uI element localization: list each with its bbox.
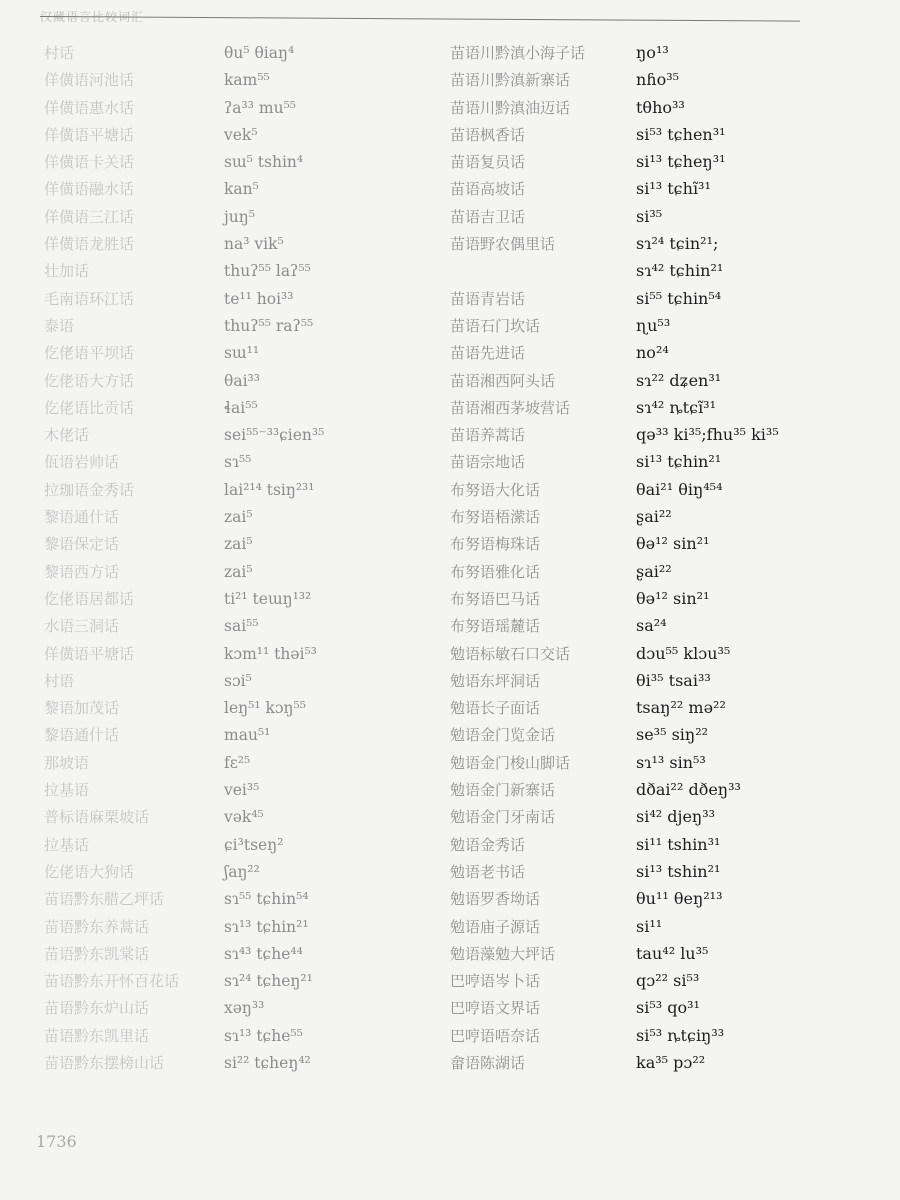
entry-row [44,942,444,969]
phonetic-form: se³⁵ siŋ²² [636,725,709,745]
entry-row [44,205,444,232]
phonetic-form: θi³⁵ tsai³³ [636,670,711,690]
phonetic-form: sai⁵⁵ [224,617,259,636]
entry-row [450,587,870,614]
left-column [44,41,444,1078]
entry-row [44,805,444,832]
language-name: 拉珈语金秀话 [44,480,135,499]
language-name: 苗语湘西阿头话 [450,371,556,390]
entry-row [44,450,444,477]
language-name: 布努语瑶麓话 [450,617,541,636]
phonetic-form: ti²¹ teɯŋ¹³² [224,589,312,608]
entry-row [450,41,870,68]
language-name: 佯僙语惠水话 [44,98,135,117]
entry-row [44,587,444,614]
entry-row [44,860,444,887]
language-name: 巴哼语唔奈话 [450,1026,541,1045]
language-name: 佯僙语河池话 [44,71,135,90]
phonetic-form: juŋ⁵ [224,207,255,226]
phonetic-form: lai²¹⁴ tsiŋ²³¹ [224,480,315,499]
phonetic-form: θu¹¹ θeŋ²¹³ [636,889,723,909]
entry-row [44,150,444,177]
phonetic-form: sɯ⁵ tshin⁴ [224,153,304,172]
entry-row [44,833,444,860]
phonetic-form: vek⁵ [224,125,258,144]
language-name: 黎语通什话 [44,726,120,745]
phonetic-form: leŋ⁵¹ kɔŋ⁵⁵ [224,699,306,718]
phonetic-form: zai⁵ [224,508,253,527]
entry-row [44,887,444,914]
entry-row [450,532,870,559]
phonetic-form: si⁵³ ȵtɕiŋ³³ [636,1025,725,1045]
header-rule [40,16,800,22]
entry-row [44,396,444,423]
language-name: 苗语黔东凯棠话 [44,944,150,963]
phonetic-form: si¹³ tɕhĩ³¹ [636,179,711,199]
entry-row [450,560,870,587]
phonetic-form: zai⁵ [224,535,253,554]
phonetic-form: si⁵⁵ tɕhin⁵⁴ [636,288,722,308]
language-name: 布努语雅化话 [450,562,541,581]
entry-row [450,396,870,423]
entry-row [450,887,870,914]
entry-row [450,778,870,805]
language-name: 黎语加茂话 [44,699,120,718]
phonetic-form: si³⁵ [636,206,663,226]
phonetic-form: si⁵³ qo³¹ [636,998,700,1018]
language-name: 黎语通什话 [44,508,120,527]
phonetic-form: ɬai⁵⁵ [224,398,258,417]
language-name: 苗语川黔滇新寨话 [450,71,571,90]
phonetic-form: fɛ²⁵ [224,753,251,772]
entry-row [450,669,870,696]
language-name: 木佬话 [44,426,90,445]
entry-row [44,478,444,505]
entry-row [450,96,870,123]
entry-row [44,177,444,204]
phonetic-form: si⁵³ tɕhen³¹ [636,124,726,144]
entry-row [450,805,870,832]
language-name: 苗语石门坎话 [450,316,541,335]
language-name: 那坡语 [44,753,90,772]
language-name: 泰语 [44,316,75,335]
phonetic-form: vei³⁵ [224,781,260,800]
phonetic-form: si¹¹ [636,916,663,936]
language-name: 佤语岩帅话 [44,453,120,472]
phonetic-form: tsaŋ²² mə²² [636,698,726,718]
language-name: 佯僙语平塘话 [44,644,135,663]
language-name: 黎语保定话 [44,535,120,554]
language-name: 勉语老书话 [450,862,526,881]
entry-row [450,505,870,532]
phonetic-form: si¹³ tshin²¹ [636,861,721,881]
phonetic-form: tθho³³ [636,97,685,117]
language-name: 布努语梧潆话 [450,508,541,527]
language-name: 佯僙语龙胜话 [44,235,135,254]
language-name: 佯僙语融水话 [44,180,135,199]
language-name: 勉语金门新寨话 [450,781,556,800]
entry-row [44,259,444,286]
language-name: 勉语长子面话 [450,699,541,718]
entry-row [450,833,870,860]
entry-row [450,996,870,1023]
entry-row [44,642,444,669]
entry-row [44,41,444,68]
entry-row [450,1024,870,1051]
phonetic-form: vək⁴⁵ [224,808,264,827]
language-name: 仡佬语大狗话 [44,862,135,881]
phonetic-form: sɔi⁵ [224,671,252,690]
phonetic-form: no²⁴ [636,343,669,363]
running-header: 汉藏语言比较词汇 [40,10,145,24]
phonetic-form: te¹¹ hoi³³ [224,289,294,308]
entry-row [450,942,870,969]
language-name: 仡佬语平坝话 [44,344,135,363]
language-name: 苗语湘西茅坡营话 [450,398,571,417]
entry-row [44,287,444,314]
entry-row [450,369,870,396]
phonetic-form: si⁴² djeŋ³³ [636,807,716,827]
phonetic-form: sɿ²⁴ tɕheŋ²¹ [224,972,313,991]
phonetic-form: qə³³ ki³⁵;fhu³⁵ ki³⁵ [636,425,779,445]
phonetic-form: xəŋ³³ [224,999,265,1018]
language-name: 勉语东坪洞话 [450,671,541,690]
phonetic-form: sɿ²² dʑen³¹ [636,370,722,390]
entry-row [450,341,870,368]
phonetic-form: mau⁵¹ [224,726,271,745]
entry-row [450,68,870,95]
language-name: 苗语养蒿话 [450,426,526,445]
language-name: 苗语青岩话 [450,289,526,308]
phonetic-form: sɿ¹³ sin⁵³ [636,752,706,772]
entry-row [450,150,870,177]
phonetic-form: dðai²² dðeŋ³³ [636,780,741,800]
entry-row [44,696,444,723]
entry-row [450,723,870,750]
phonetic-form: sɿ⁴² tɕhin²¹ [636,261,724,281]
language-name: 勉语金门览金话 [450,726,556,745]
phonetic-form: kam⁵⁵ [224,71,270,90]
phonetic-form: ʂai²² [636,561,672,581]
language-name: 苗语黔东养蒿话 [44,917,150,936]
language-name: 巴哼语岑卜话 [450,972,541,991]
entry-row [44,751,444,778]
language-name: 布努语大化话 [450,480,541,499]
phonetic-form: sɿ⁵⁵ tɕhin⁵⁴ [224,890,309,909]
phonetic-form: sɿ¹³ tɕhe⁵⁵ [224,1026,303,1045]
phonetic-form: θə¹² sin²¹ [636,534,710,554]
language-name: 勉语金秀话 [450,835,526,854]
phonetic-form: ŋo¹³ [636,43,669,62]
language-name: 苗语宗地话 [450,453,526,472]
phonetic-form: tau⁴² lu³⁵ [636,943,709,963]
phonetic-form: si²² tɕheŋ⁴² [224,1053,311,1072]
entry-row [450,478,870,505]
entry-row [44,560,444,587]
entry-row [450,177,870,204]
language-name: 仡佬语居都话 [44,589,135,608]
entry-row [450,450,870,477]
language-name: 勉语标敏石口交话 [450,644,571,663]
entry-row [44,915,444,942]
entry-row [44,669,444,696]
phonetic-form: sɿ⁴² ȵtɕĩ³¹ [636,397,717,417]
entry-row [44,314,444,341]
phonetic-form: si¹³ tɕhin²¹ [636,452,722,472]
phonetic-form: sɿ²⁴ tɕin²¹; [636,234,719,254]
phonetic-form: sɿ⁵⁵ [224,453,252,472]
phonetic-form: sa²⁴ [636,616,667,636]
entry-row [450,259,870,286]
language-name: 苗语高坡话 [450,180,526,199]
phonetic-form: si¹¹ tshin³¹ [636,834,721,854]
entry-row [44,341,444,368]
language-name: 水语三洞话 [44,617,120,636]
entry-row [450,696,870,723]
entry-row [44,123,444,150]
entry-row [450,969,870,996]
language-name: 村语 [44,671,75,690]
entry-row [44,232,444,259]
phonetic-form: zai⁵ [224,562,253,581]
phonetic-form: ɳu⁵³ [636,315,671,335]
phonetic-form: na³ vik⁵ [224,235,284,254]
phonetic-form: ʂai²² [636,507,672,527]
language-name: 勉语金门牙南话 [450,808,556,827]
language-name: 苗语黔东炉山话 [44,999,150,1018]
phonetic-form: sei⁵⁵⁻³³ɕien³⁵ [224,426,325,445]
phonetic-form: ɕi³tseŋ² [224,835,284,854]
language-name: 普标语麻栗坡话 [44,808,150,827]
phonetic-form: si¹³ tɕheŋ³¹ [636,152,726,172]
language-name: 仡佬语大方话 [44,371,135,390]
phonetic-form: thuʔ⁵⁵ raʔ⁵⁵ [224,316,314,335]
language-name: 仡佬语比贡话 [44,398,135,417]
language-name: 佯僙语卡关话 [44,153,135,172]
entry-row [44,369,444,396]
language-name: 苗语复员话 [450,153,526,172]
language-name: 苗语川黔滇油迈话 [450,98,571,117]
phonetic-form: θu⁵ θiaŋ⁴ [224,44,295,62]
entry-row [44,723,444,750]
entry-row [44,68,444,95]
entry-row [44,778,444,805]
language-name: 布努语巴马话 [450,589,541,608]
entry-row [44,1051,444,1078]
entry-row [44,423,444,450]
phonetic-form: qɔ²² si⁵³ [636,971,700,991]
entry-row [44,614,444,641]
entry-row [450,860,870,887]
phonetic-form: sɿ¹³ tɕhin²¹ [224,917,309,936]
language-name: 拉基话 [44,835,90,854]
entry-row [450,751,870,778]
phonetic-form: θə¹² sin²¹ [636,588,710,608]
entry-row [44,532,444,559]
language-name: 苗语枫香话 [450,125,526,144]
entry-row [450,232,870,259]
phonetic-form: dɔu⁵⁵ klɔu³⁵ [636,643,731,663]
language-name: 畲语陈湖话 [450,1053,526,1072]
language-name: 苗语黔东摆榜山话 [44,1053,165,1072]
phonetic-form: thuʔ⁵⁵ laʔ⁵⁵ [224,262,311,281]
entry-row [450,314,870,341]
entry-row [450,915,870,942]
entry-row [44,505,444,532]
language-name: 佯僙语平塘话 [44,125,135,144]
phonetic-form: ka³⁵ pɔ²² [636,1052,706,1072]
language-name: 佯僙语三江话 [44,207,135,226]
entry-row [44,96,444,123]
language-name: 苗语黔东凯里话 [44,1026,150,1045]
language-name: 苗语黔东开怀百花话 [44,972,180,991]
language-name: 巴哼语文界话 [450,999,541,1018]
language-name: 勉语庙子源话 [450,917,541,936]
entry-row [450,1051,870,1078]
entry-row [450,123,870,150]
language-name: 苗语野农偶里话 [450,235,556,254]
right-column [450,41,870,1078]
language-name: 勉语金门梭山脚话 [450,753,571,772]
page-number: 1736 [36,1132,77,1151]
language-name: 黎语西方话 [44,562,120,581]
entry-row [450,287,870,314]
entry-row [44,996,444,1023]
entry-row [450,423,870,450]
phonetic-form: kɔm¹¹ thəi⁵³ [224,644,317,663]
language-name: 村话 [44,44,75,62]
entry-row [44,969,444,996]
language-name: 勉语藻勉大坪话 [450,944,556,963]
language-name: 布努语梅珠话 [450,535,541,554]
entry-row [450,614,870,641]
entry-row [450,205,870,232]
entry-row [450,642,870,669]
language-name: 壮加话 [44,262,90,281]
phonetic-form: sɿ⁴³ tɕhe⁴⁴ [224,944,303,963]
entry-row [44,1024,444,1051]
phonetic-form: θai²¹ θiŋ⁴⁵⁴ [636,479,723,499]
phonetic-form: ʔa³³ mu⁵⁵ [224,98,297,117]
language-name: 拉基语 [44,781,90,800]
phonetic-form: kan⁵ [224,180,259,199]
phonetic-form: ʃaŋ²² [224,862,260,881]
language-name: 苗语吉卫话 [450,207,526,226]
language-name: 苗语川黔滇小海子话 [450,44,586,62]
phonetic-form: θai³³ [224,371,260,390]
phonetic-form: sɯ¹¹ [224,344,260,363]
language-name: 苗语先进话 [450,344,526,363]
language-name: 毛南语环江话 [44,289,135,308]
phonetic-form: nɦo³⁵ [636,70,680,90]
language-name: 勉语罗香坳话 [450,890,541,909]
language-name: 苗语黔东腊乙坪话 [44,890,165,909]
